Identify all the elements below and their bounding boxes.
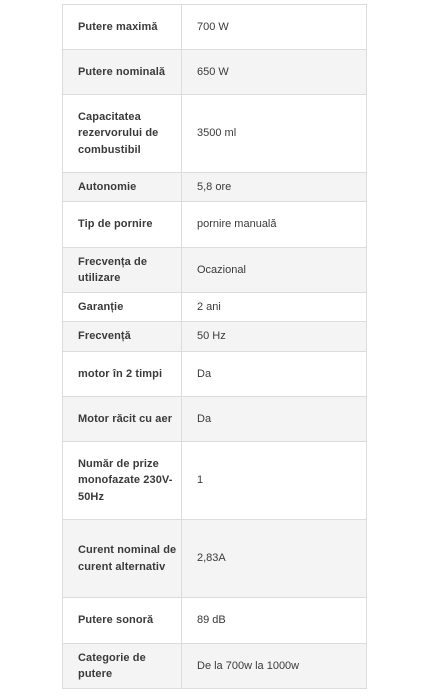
spec-value: 3500 ml bbox=[182, 95, 367, 173]
spec-label: Putere maximă bbox=[63, 5, 182, 50]
table-row bbox=[63, 95, 367, 173]
table-row bbox=[63, 293, 367, 322]
spec-value: De la 700w la 1000w bbox=[182, 644, 367, 689]
spec-label: Curent nominal de curent alternativ bbox=[63, 520, 182, 598]
table-row bbox=[63, 397, 367, 442]
table-row bbox=[63, 248, 367, 293]
spec-value: 5,8 ore bbox=[182, 173, 367, 202]
table-row bbox=[63, 644, 367, 689]
spec-value: 700 W bbox=[182, 5, 367, 50]
spec-label: Autonomie bbox=[63, 173, 182, 202]
spec-value: 89 dB bbox=[182, 598, 367, 644]
spec-label: Putere nominală bbox=[63, 50, 182, 95]
spec-label: Motor răcit cu aer bbox=[63, 397, 182, 442]
spec-value: 650 W bbox=[182, 50, 367, 95]
spec-value: Da bbox=[182, 352, 367, 397]
spec-value: 1 bbox=[182, 442, 367, 520]
table-row bbox=[63, 202, 367, 248]
table-row bbox=[63, 322, 367, 352]
spec-label: Garanție bbox=[63, 293, 182, 322]
spec-value: pornire manuală bbox=[182, 202, 367, 248]
table-row bbox=[63, 442, 367, 520]
spec-label: Capacitatea rezervorului de combustibil bbox=[63, 95, 182, 173]
spec-label: Putere sonoră bbox=[63, 598, 182, 644]
spec-label: Tip de pornire bbox=[63, 202, 182, 248]
spec-value: 50 Hz bbox=[182, 322, 367, 352]
table-row bbox=[63, 352, 367, 397]
spec-label: motor în 2 timpi bbox=[63, 352, 182, 397]
spec-label: Număr de prize monofazate 230V-50Hz bbox=[63, 442, 182, 520]
spec-label: Frecvență bbox=[63, 322, 182, 352]
table-row bbox=[63, 173, 367, 202]
spec-label: Categorie de putere bbox=[63, 644, 182, 689]
spec-value: 2 ani bbox=[182, 293, 367, 322]
table-row bbox=[63, 598, 367, 644]
spec-value: Ocazional bbox=[182, 248, 367, 293]
spec-value: 2,83A bbox=[182, 520, 367, 598]
spec-value: Da bbox=[182, 397, 367, 442]
table-row bbox=[63, 50, 367, 95]
specifications-table bbox=[62, 4, 367, 689]
table-row bbox=[63, 520, 367, 598]
table-row bbox=[63, 5, 367, 50]
spec-label: Frecvența de utilizare bbox=[63, 248, 182, 293]
